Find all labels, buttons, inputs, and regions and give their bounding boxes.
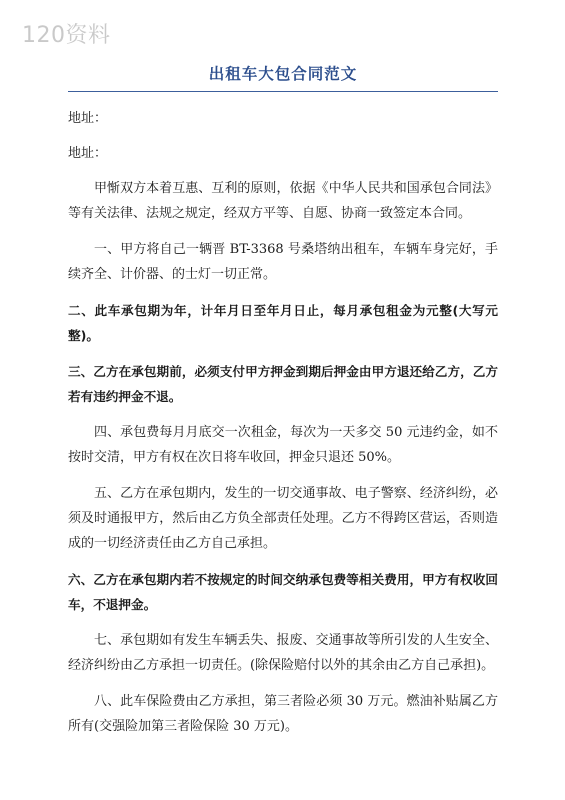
document-page [68, 62, 498, 750]
clause-5: 五、乙方在承包期内，发生的一切交通事故、电子警察、经济纠纷，必须及时通报甲方，然后由乙方负全部责任处理。乙方不得跨区营运，否则造成的一切经济责任由乙方自己承担。 [68, 486, 498, 551]
title-underline [68, 91, 498, 92]
watermark-logo: 120资料 [22, 23, 111, 48]
clause-1: 一、甲方将自己一辆晋 BT-3368 号桑塔纳出租车，车辆车身完好，手续齐全、计价器、的士灯一切正常。 [68, 242, 498, 282]
clause-2: 二、此车承包期为年，计年月日至年月日止，每月承包租金为元整(大写元整)。 [68, 303, 498, 343]
clause-3: 三、乙方在承包期前，必须支付甲方押金到期后押金由甲方退还给乙方，乙方若有违约押金不退。 [68, 364, 498, 404]
document-title: 出租车大包合同范文 [208, 64, 358, 83]
paragraph-preamble: 甲惭双方本着互惠、互利的原则，依据《中华人民共和国承包合同法》等有关法律、法规之规定，经双方平等、自愿、协商一致签定本合同。 [68, 181, 498, 221]
clause-6: 六、乙方在承包期内若不按规定的时间交纳承包费等相关费用，甲方有权收回车，不退押金。 [68, 572, 498, 612]
clause-7: 七、承包期如有发生车辆丢失、报废、交通事故等所引发的人生安全、经济纠纷由乙方承担一切责任。(除保险赔付以外的其余由乙方自己承担)。 [68, 633, 498, 673]
address-line-1: 地址： [68, 111, 108, 126]
clause-4: 四、承包费每月月底交一次租金，每次为一天多交 50 元违约金，如不按时交清，甲方有权在次日将车收回，押金只退还 50%。 [68, 425, 498, 465]
address-line-2: 地址： [68, 146, 108, 161]
clause-8: 八、此车保险费由乙方承担，第三者险必须 30 万元。燃油补贴属乙方所有(交强险加第三者险保险 30 万元)。 [68, 694, 498, 734]
